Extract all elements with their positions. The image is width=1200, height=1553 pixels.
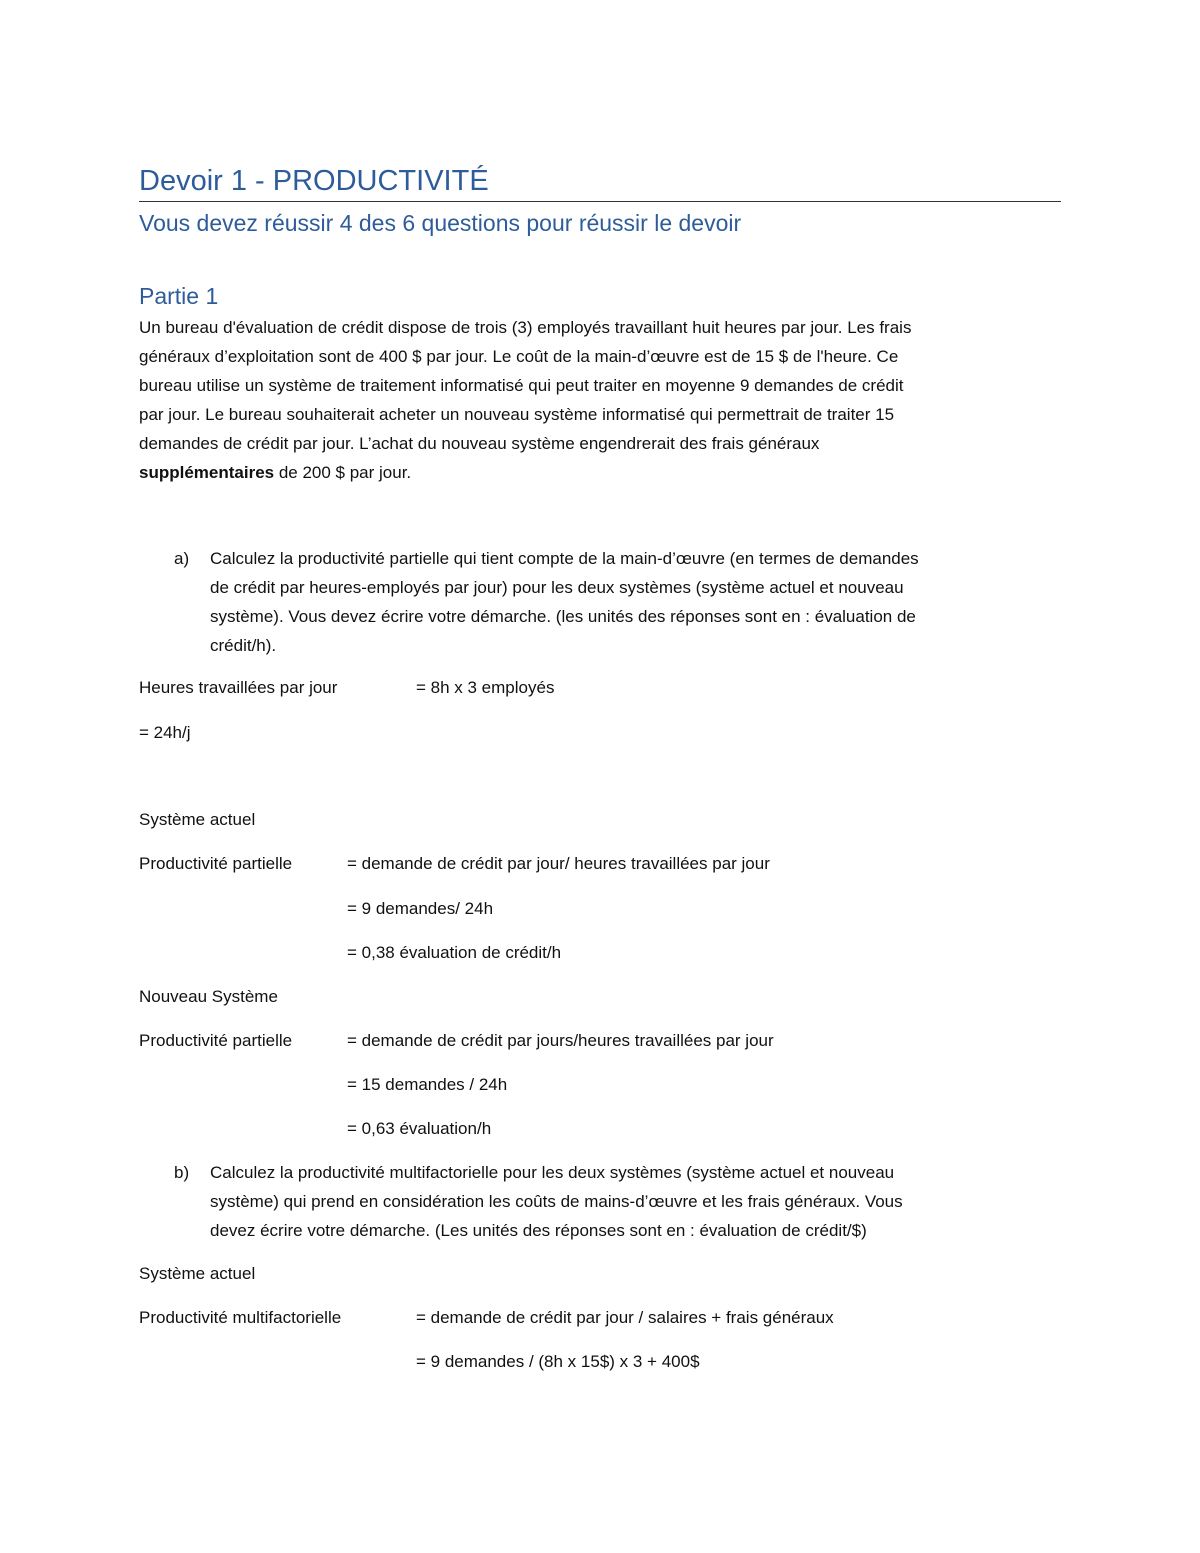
hours-formula: = 8h x 3 employés [416,678,555,697]
document-subtitle: Vous devez réussir 4 des 6 questions pour réussir le devoir [139,210,742,236]
intro-paragraph [139,313,1069,487]
formula-step: = demande de crédit par jour / salaires + frais généraux [416,1308,834,1327]
formula-result: = 0,63 évaluation/h [347,1119,492,1138]
question-line: devez écrire votre démarche. (Les unités des réponses sont en : évaluation de crédit/$) [210,1221,867,1240]
list-marker: a) [174,549,190,568]
formula-step: = 9 demandes/ 24h [347,899,494,918]
formula-result: = 0,38 évaluation de crédit/h [347,943,562,962]
list-marker: b) [174,1163,190,1182]
current-system-label: Système actuel [139,1264,256,1283]
intro-line-last [139,458,1069,487]
part-heading: Partie 1 [139,283,219,309]
partial-productivity-label: Productivité partielle [139,854,293,873]
intro-line: bureau utilise un système de traitement informatisé qui peut traiter en moyenne 9 demandes de crédit [139,376,904,395]
document-title: Devoir 1 - PRODUCTIVITÉ [139,163,1061,202]
question-line: Calculez la productivité multifactorielle pour les deux systèmes (système actuel et nouveau [210,1163,895,1182]
formula-step: = 15 demandes / 24h [347,1075,508,1094]
intro-line: Un bureau d'évaluation de crédit dispose de trois (3) employés travaillant huit heures par jour. Les frais [139,318,912,337]
bold-emphasis: supplémentaires [139,463,275,482]
formula-step: = demande de crédit par jour/ heures travaillées par jour [347,854,770,873]
question-line: crédit/h). [210,636,277,655]
question-line: système) qui prend en considération les coûts de mains-d’œuvre et les frais généraux. Vous [210,1192,903,1211]
intro-line-rest: de 200 $ par jour. [274,463,412,482]
question-line: système). Vous devez écrire votre démarche. (les unités des réponses sont en : évaluation de [210,607,916,626]
partial-productivity-label: Productivité partielle [139,1031,293,1050]
intro-line: demandes de crédit par jour. L’achat du nouveau système engendrerait des frais généraux [139,434,820,453]
intro-line: par jour. Le bureau souhaiterait acheter un nouveau système informatisé qui permettrait de traiter 15 [139,405,895,424]
hours-label: Heures travaillées par jour [139,678,338,697]
question-line: Calculez la productivité partielle qui tient compte de la main-d’œuvre (en termes de demandes [210,549,919,568]
question-line: de crédit par heures-employés par jour) pour les deux systèmes (système actuel et nouveau [210,578,904,597]
intro-line: généraux d’exploitation sont de 400 $ par jour. Le coût de la main-d’œuvre est de 15 $ de l'heure. Ce [139,347,899,366]
multifactor-productivity-label: Productivité multifactorielle [139,1308,342,1327]
formula-step: = 9 demandes / (8h x 15$) x 3 + 400$ [416,1352,700,1371]
new-system-label: Nouveau Système [139,987,278,1006]
hours-result: = 24h/j [139,723,191,742]
formula-step: = demande de crédit par jours/heures travaillées par jour [347,1031,774,1050]
question-text [210,544,1040,660]
question-text [210,1158,1040,1245]
current-system-label: Système actuel [139,810,256,829]
